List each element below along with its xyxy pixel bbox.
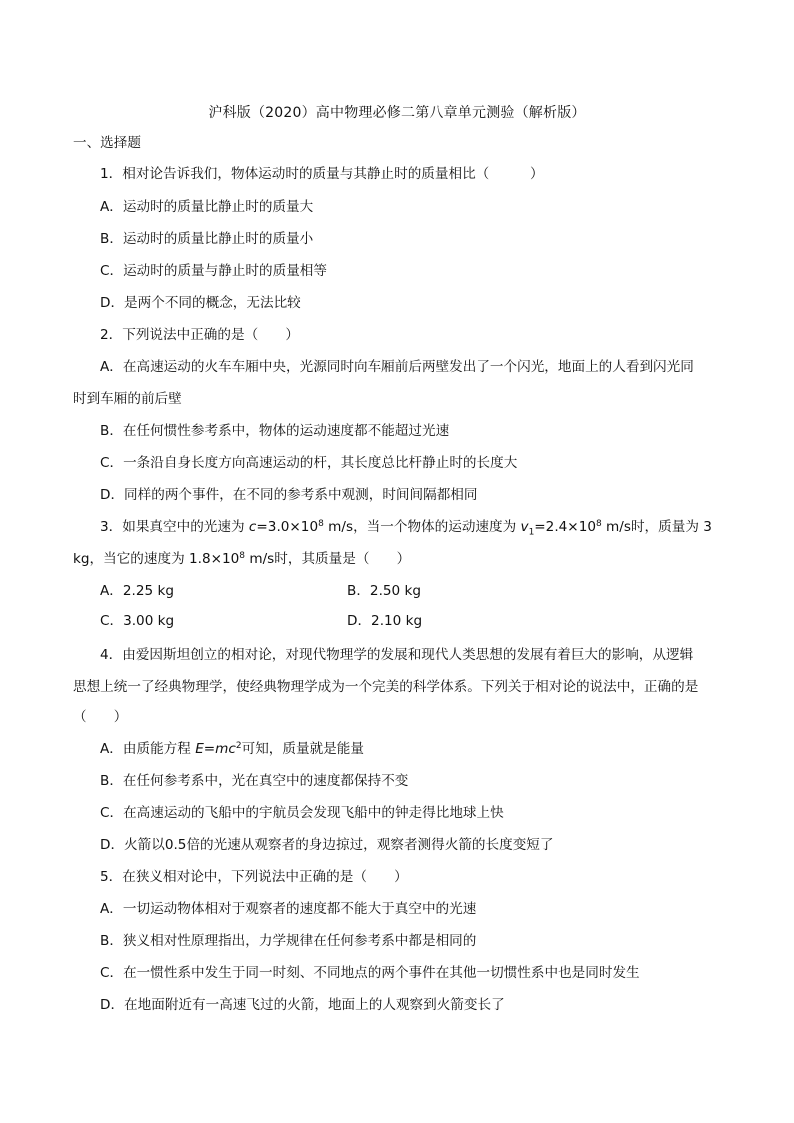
q3-option-b: B．2.50 kg xyxy=(347,583,422,599)
q5-option-d: D．在地面附近有一高速飞过的火箭，地面上的人观察到火箭变长了 xyxy=(100,997,505,1013)
q3-line2-a: kg，当它的速度为 1.8×10 xyxy=(73,551,240,567)
q3-option-c: C．3.00 kg xyxy=(100,613,175,629)
q2-option-a-line1: A．在高速运动的火车车厢中央，光源同时向车厢前后两壁发出了一个闪光，地面上的人看到闪光同 xyxy=(100,359,694,375)
q5-option-b: B．狭义相对性原理指出，力学规律在任何参考系中都是相同的 xyxy=(100,933,477,949)
q3-text-e: m/s时，质量为 3 xyxy=(601,519,712,535)
page-title: 沪科版（2020）高中物理必修二第八章单元测验（解析版） xyxy=(208,105,586,121)
q4-a-equals: = xyxy=(203,741,216,757)
q4-a-text-b: 可知，质量就是能量 xyxy=(241,741,364,757)
q4-stem-line2: 思想上统一了经典物理学，使经典物理学成为一个完美的科学体系。下列关于相对论的说法中，正确的是 xyxy=(73,679,699,695)
q2-option-c: C．一条沿自身长度方向高速运动的杆，其长度总比杆静止时的长度大 xyxy=(100,455,518,471)
q3-text-c: m/s，当一个物体的运动速度为 xyxy=(323,519,521,535)
q1-option-c: C．运动时的质量与静止时的质量相等 xyxy=(100,263,327,279)
q4-stem-line3: （ ） xyxy=(73,709,128,725)
q3-option-d: D．2.10 kg xyxy=(347,613,423,629)
q4-stem-line1: 4．由爱因斯坦创立的相对论，对现代物理学的发展和现代人类思想的发展有着巨大的影响，从逻辑 xyxy=(100,647,694,663)
q2-stem: 2．下列说法中正确的是（ ） xyxy=(100,327,299,343)
q3-v-subscript: 1 xyxy=(528,527,535,538)
q3-exponent-1: 8 xyxy=(318,519,324,529)
q2-option-b: B．在任何惯性参考系中，物体的运动速度都不能超过光速 xyxy=(100,423,450,439)
q5-option-c: C．在一惯性系中发生于同一时刻、不同地点的两个事件在其他一切惯性系中也是同时发生 xyxy=(100,965,640,981)
q4-a-mc-symbol: mc xyxy=(215,741,236,757)
q5-stem: 5．在狭义相对论中，下列说法中正确的是（ ） xyxy=(100,869,408,885)
q3-text-a: 3．如果真空中的光速为 xyxy=(100,519,249,535)
q3-exponent-2: 8 xyxy=(596,519,602,529)
q1-option-d: D．是两个不同的概念，无法比较 xyxy=(100,295,301,311)
q3-v-symbol: v xyxy=(520,519,529,535)
q3-stem-line1 xyxy=(100,518,712,542)
q2-option-d: D．同样的两个事件，在不同的参考系中观测，时间间隔都相同 xyxy=(100,487,478,503)
q4-option-c: C．在高速运动的飞船中的宇航员会发现飞船中的钟走得比地球上快 xyxy=(100,805,504,821)
q2-option-a-line2: 时到车厢的前后壁 xyxy=(73,391,182,407)
q3-option-a: A．2.25 kg xyxy=(100,583,174,599)
q1-option-b: B．运动时的质量比静止时的质量小 xyxy=(100,231,314,247)
q1-stem: 1．相对论告诉我们，物体运动时的质量与其静止时的质量相比（ ） xyxy=(100,166,544,182)
q4-option-b: B．在任何参考系中，光在真空中的速度都保持不变 xyxy=(100,773,409,789)
q3-stem-line2 xyxy=(73,550,410,568)
q4-option-a xyxy=(100,740,364,758)
q3-text-d: =2.4×10 xyxy=(534,519,596,535)
q3-c-symbol: c xyxy=(248,519,257,535)
q3-exponent-3: 8 xyxy=(239,551,246,561)
q4-a-e-symbol: E xyxy=(195,741,204,757)
q4-a-text-a: A．由质能方程 xyxy=(100,741,196,757)
q3-text-b: =3.0×10 xyxy=(256,519,319,535)
q1-option-a: A．运动时的质量比静止时的质量大 xyxy=(100,199,314,215)
q5-option-a: A．一切运动物体相对于观察者的速度都不能大于真空中的光速 xyxy=(100,901,477,917)
q4-option-d: D．火箭以0.5倍的光速从观察者的身边掠过，观察者测得火箭的长度变短了 xyxy=(100,837,554,853)
section-heading: 一、选择题 xyxy=(73,135,141,151)
q4-a-exponent: 2 xyxy=(235,741,242,751)
q3-line2-b: m/s时，其质量是（ ） xyxy=(245,551,411,567)
